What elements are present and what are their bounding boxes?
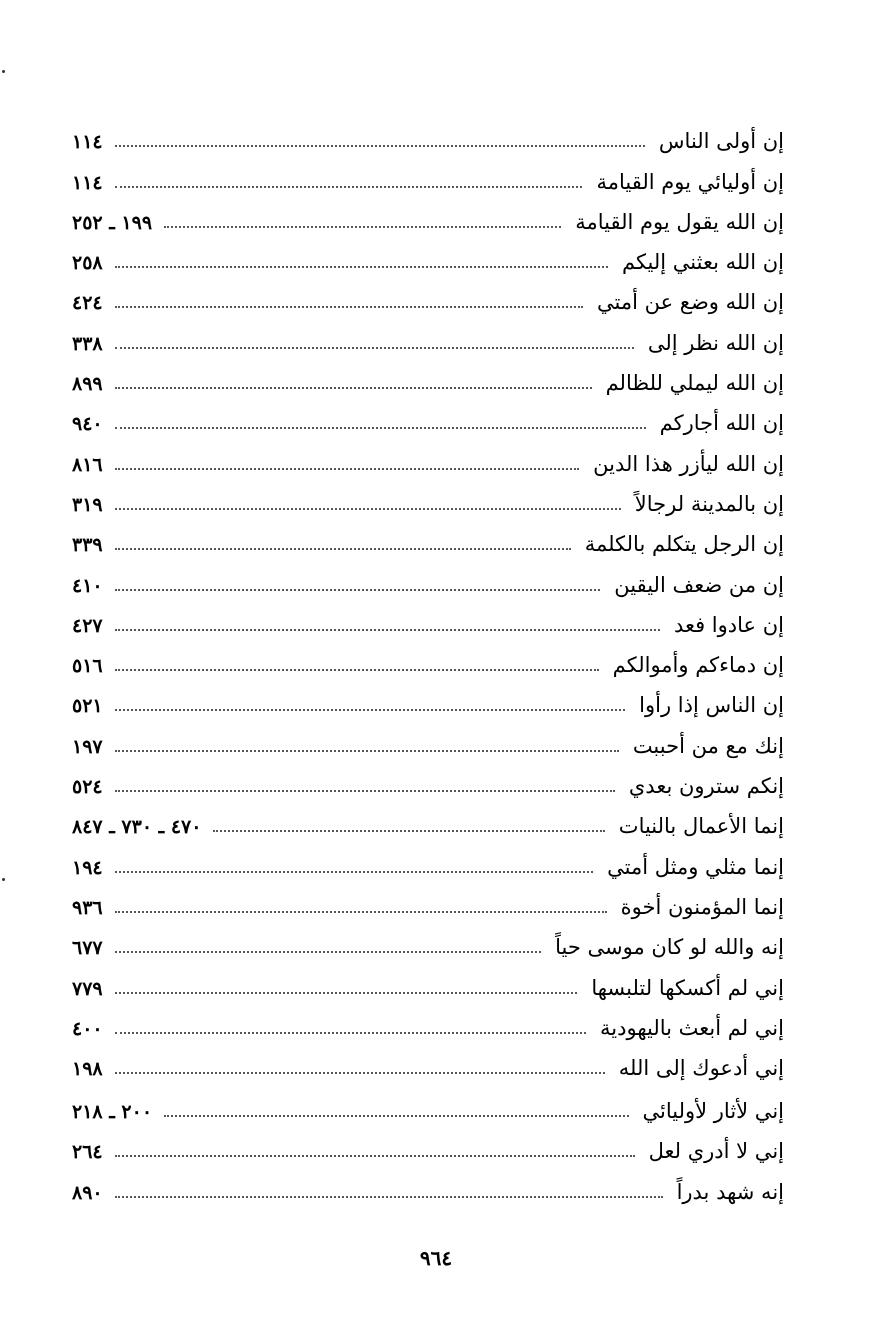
dot-leader xyxy=(115,709,626,711)
entry-page-numbers: ١١٤ xyxy=(72,131,103,154)
entry-page-numbers: ١٩٨ xyxy=(72,1058,103,1081)
entry-text: إنك مع من أحببت xyxy=(632,733,784,758)
entry-page-numbers: ١١٤ xyxy=(72,171,103,194)
entry-text: إن عادوا فعد xyxy=(673,612,784,637)
dot-leader xyxy=(115,548,571,550)
entry-page-numbers: ٤٢٤ xyxy=(72,292,103,315)
dot-leader xyxy=(115,306,583,308)
entry-page-numbers: ٤٢٧ xyxy=(72,614,103,637)
entry-page-numbers: ٢٠٠ ـ ٢١٨ xyxy=(72,1101,153,1124)
dot-leader xyxy=(115,468,580,470)
dot-leader xyxy=(115,871,594,873)
entry-text: إن دماءكم وأموالكم xyxy=(612,653,784,678)
entry-text: إنما مثلي ومثل أمتي xyxy=(607,854,784,879)
dot-leader xyxy=(115,387,592,389)
dot-leader xyxy=(115,669,599,671)
index-entry xyxy=(72,158,784,198)
entry-text: إني لم أكسكها لتلبسها xyxy=(591,975,784,1000)
entry-text: إني لم أبعث باليهودية xyxy=(600,1015,784,1040)
entry-page-numbers: ٨١٦ xyxy=(72,453,103,476)
margin-speck xyxy=(2,70,5,73)
entry-text: إن أوليائي يوم القيامة xyxy=(596,169,784,194)
index-entry xyxy=(72,279,784,319)
index-entry xyxy=(72,682,784,722)
index-entry xyxy=(72,803,784,843)
entry-text: إن أولى الناس xyxy=(658,129,784,154)
entry-page-numbers: ١٩٧ xyxy=(72,735,103,758)
index-entry xyxy=(72,602,784,642)
entry-text: إنما الأعمال بالنيات xyxy=(618,814,784,839)
entry-text: إن الله نظر إلى xyxy=(647,330,784,355)
entry-page-numbers: ١٩٩ ـ ٢٥٢ xyxy=(72,211,153,234)
entry-page-numbers: ٢٦٤ xyxy=(72,1141,103,1164)
dot-leader xyxy=(115,1032,586,1034)
entry-page-numbers: ٧٧٩ xyxy=(72,977,103,1000)
page-number: ٩٦٤ xyxy=(419,1246,453,1270)
entry-page-numbers: ٤٠٠ xyxy=(72,1017,103,1040)
dot-leader xyxy=(115,589,601,591)
index-entry xyxy=(72,1005,784,1045)
dot-leader xyxy=(115,186,583,188)
entry-page-numbers: ٣١٩ xyxy=(72,493,103,516)
entry-text: إن بالمدينة لرجالاً xyxy=(634,491,784,516)
dot-leader xyxy=(115,1196,663,1198)
entry-page-numbers: ٨٩٠ xyxy=(72,1181,103,1204)
entry-text: إن الله ليملي للظالم xyxy=(605,371,784,396)
index-entry xyxy=(72,763,784,803)
index-entry xyxy=(72,199,784,239)
index-entry xyxy=(72,561,784,601)
entry-page-numbers: ١٩٤ xyxy=(72,856,103,879)
entry-page-numbers: ٤٧٠ ـ ٧٣٠ ـ ٨٤٧ xyxy=(72,816,202,839)
dot-leader xyxy=(115,911,607,913)
entry-page-numbers: ٢٥٨ xyxy=(72,252,103,275)
index-entry xyxy=(72,1045,784,1085)
index-entry xyxy=(72,1168,784,1208)
dot-leader xyxy=(115,790,615,792)
entry-text: إنكم سترون بعدي xyxy=(628,774,784,799)
index-entry xyxy=(72,722,784,762)
index-entry xyxy=(72,843,784,883)
index-entry xyxy=(72,642,784,682)
entry-text: إن الناس إذا رأوا xyxy=(639,693,784,718)
entry-page-numbers: ٩٤٠ xyxy=(72,413,103,436)
entry-page-numbers: ٤١٠ xyxy=(72,574,103,597)
entry-text: إن من ضعف اليقين xyxy=(614,572,784,597)
entry-page-numbers: ٨٩٩ xyxy=(72,373,103,396)
entry-text: إنه والله لو كان موسى حياً xyxy=(555,935,784,960)
dot-leader xyxy=(213,830,604,832)
index-entry xyxy=(72,1085,784,1128)
entry-text: إنه شهد بدراً xyxy=(676,1179,784,1204)
dot-leader xyxy=(115,145,645,147)
dot-leader xyxy=(115,951,541,953)
margin-speck xyxy=(2,878,5,881)
dot-leader xyxy=(115,508,621,510)
dot-leader xyxy=(115,992,578,994)
dot-leader xyxy=(115,266,608,268)
entry-text: إن الرجل يتكلم بالكلمة xyxy=(584,532,784,557)
hadith-index-list xyxy=(72,118,784,1209)
index-entry xyxy=(72,924,784,964)
entry-text: إن الله ليأزر هذا الدين xyxy=(593,451,784,476)
index-entry xyxy=(72,964,784,1004)
entry-text: إني لأثار لأوليائي xyxy=(642,1099,784,1124)
entry-text: إنما المؤمنون أخوة xyxy=(620,894,784,919)
index-entry xyxy=(72,884,784,924)
entry-page-numbers: ٦٧٧ xyxy=(72,937,103,960)
index-entry xyxy=(72,481,784,521)
index-entry xyxy=(72,521,784,561)
entry-text: إن الله بعثني إليكم xyxy=(621,250,784,275)
index-entry xyxy=(72,319,784,359)
index-entry xyxy=(72,400,784,440)
entry-page-numbers: ٣٣٨ xyxy=(72,332,103,355)
index-entry xyxy=(72,440,784,480)
entry-text: إن الله وضع عن أمتي xyxy=(597,290,784,315)
index-entry xyxy=(72,118,784,158)
dot-leader xyxy=(115,347,634,349)
entry-page-numbers: ٥١٦ xyxy=(72,655,103,678)
dot-leader xyxy=(115,750,619,752)
dot-leader xyxy=(115,629,660,631)
entry-page-numbers: ٥٢٤ xyxy=(72,776,103,799)
dot-leader xyxy=(115,427,646,429)
entry-page-numbers: ٥٢١ xyxy=(72,695,103,718)
index-entry xyxy=(72,239,784,279)
entry-text: إن الله يقول يوم القيامة xyxy=(575,209,784,234)
dot-leader xyxy=(164,226,561,228)
entry-text: إني لا أدري لعل xyxy=(648,1139,784,1164)
entry-text: إني أدعوك إلى الله xyxy=(618,1056,784,1081)
index-entry xyxy=(72,360,784,400)
entry-page-numbers: ٣٣٩ xyxy=(72,534,103,557)
entry-page-numbers: ٩٣٦ xyxy=(72,896,103,919)
dot-leader xyxy=(164,1115,628,1117)
entry-text: إن الله أجاركم xyxy=(659,411,784,436)
index-entry xyxy=(72,1128,784,1168)
dot-leader xyxy=(115,1072,605,1074)
dot-leader xyxy=(115,1155,635,1157)
